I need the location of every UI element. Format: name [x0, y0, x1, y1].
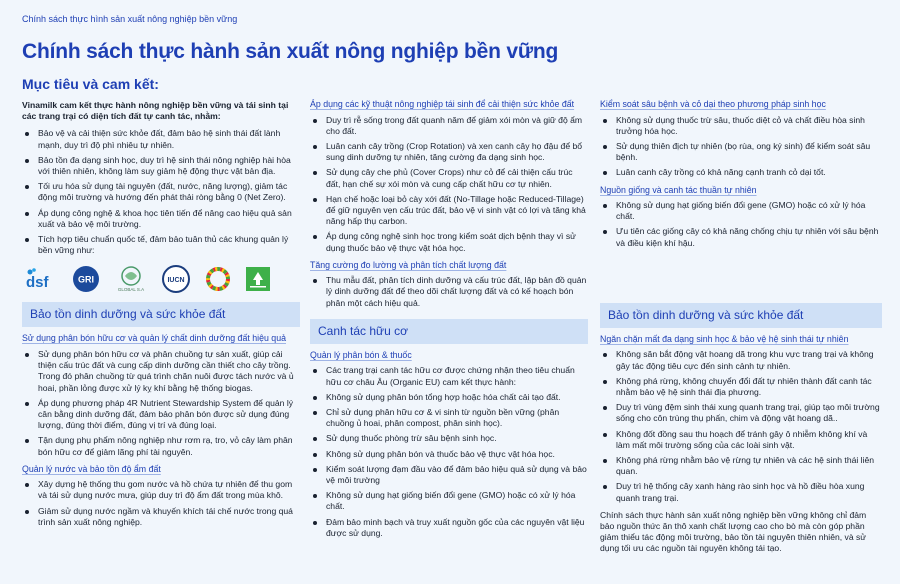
section-band-soil-health: Bảo tồn dinh dưỡng và sức khỏe đất — [22, 302, 300, 327]
subheading-biodiversity: Ngăn chặn mất đa dạng sinh học & bảo vệ hệ sinh thái tự nhiên — [600, 333, 849, 344]
list-item: Duy trì hệ thống cây xanh hàng rào sinh học và hồ điều hòa xung quanh trang trại. — [600, 481, 882, 503]
list-item: Ưu tiên các giống cây có khả năng chống chịu tự nhiên với sâu bệnh và điều kiện khí hậu. — [600, 226, 882, 248]
biodiversity-list — [600, 349, 882, 503]
subheading-fertilizer-management: Quản lý phân bón & thuốc — [310, 349, 412, 360]
list-item: Tối ưu hóa sử dụng tài nguyên (đất, nước, năng lượng), giảm tác động môi trường và hướng đến phát thải ròng bằng 0 (Net Zero). — [22, 181, 300, 203]
regenerative-techniques-list — [310, 115, 588, 254]
section-band-biodiversity: Bảo tồn dinh dưỡng và sức khỏe đất — [600, 303, 882, 328]
list-item: Bảo tồn đa dạng sinh học, duy trì hệ sinh thái nông nghiệp hài hòa với thiên nhiên, không làm suy giảm hệ động thực vật bản địa. — [22, 155, 300, 177]
list-item: Sử dụng thuốc phòng trừ sâu bệnh sinh học. — [310, 433, 588, 444]
subheading-organic-fertilizer: Sử dụng phân bón hữu cơ và quản lý chất dinh dưỡng đất hiệu quả — [22, 333, 286, 344]
list-item: Chỉ sử dụng phân hữu cơ & vi sinh từ nguồn bền vững (phân chuồng ủ hoai, phân compost, phân sinh học). — [310, 407, 588, 429]
subheading-regenerative-techniques: Áp dụng các kỹ thuật nông nghiệp tái sinh để cải thiện sức khỏe đất — [310, 99, 575, 109]
column-middle — [310, 99, 588, 543]
list-item: Duy trì vùng đệm sinh thái xung quanh trang trại, giúp tạo môi trường sống cho côn trùng thụ phấn, chim và động vật hoang dã.. — [600, 402, 882, 424]
gri-logo-text: GRI — [77, 274, 95, 285]
list-item: Hạn chế hoặc loại bỏ cày xới đất (No-Tillage hoặc Reduced-Tillage) để giữ nguyên vẹn cấu trúc đất, bảo vệ vi sinh vật có lợi và tăng khả năng hấp thụ carbon. — [310, 194, 588, 228]
list-item: Áp dụng công nghệ sinh học trong kiểm soát dịch bệnh thay vì sử dụng thuốc bảo vệ thực vật hóa học. — [310, 231, 588, 253]
list-item: Giảm sử dụng nước ngầm và khuyến khích tái chế nước trong quá trình sản xuất nông nghiệp. — [22, 506, 300, 528]
page-title: Chính sách thực hành sản xuất nông nghiệp bền vững — [22, 40, 559, 63]
column-left — [22, 100, 300, 532]
pest-control-list — [600, 115, 882, 179]
list-item: Luân canh cây trồng có khả năng cạnh tranh cỏ dại tốt. — [600, 167, 882, 178]
dsf-logo-text: dsf — [26, 274, 49, 292]
list-item: Thu mẫu đất, phân tích dinh dưỡng và cấu trúc đất, lập bản đồ quản lý dinh dưỡng đất để theo dõi chất lượng đất và có kế hoạch bón phân một cách hiệu quả. — [310, 275, 588, 309]
standards-logos — [26, 264, 300, 294]
list-item: Không sử dụng phân bón tổng hợp hoặc hóa chất cải tạo đất. — [310, 392, 588, 403]
subheading-pest-control: Kiểm soát sâu bệnh và cỏ dại theo phương pháp sinh học — [600, 99, 826, 109]
section-band-organic-farming: Canh tác hữu cơ — [310, 319, 588, 344]
list-item: Xây dựng hệ thống thu gom nước và hồ chứa tự nhiên để thu gom và tái sử dụng nước mưa, giúp duy trì độ ẩm đất trong mùa khô. — [22, 479, 300, 501]
gri-logo — [72, 265, 100, 293]
list-item: Tận dụng phụ phẩm nông nghiệp như rơm rạ, tro, vỏ cây làm phân bón hữu cơ để giảm lãng phí tài nguyên. — [22, 435, 300, 457]
list-item: Bảo vệ và cải thiện sức khỏe đất, đảm bảo hệ sinh thái đất lành mạnh, duy trì độ phì nhiêu tự nhiên. — [22, 128, 300, 150]
list-item: Áp dụng công nghệ & khoa học tiên tiến để nâng cao hiệu quả sản xuất và bảo vệ môi trường. — [22, 208, 300, 230]
list-item: Áp dụng phương pháp 4R Nutrient Stewardship System để quản lý cân bằng dinh dưỡng đất, đảm bảo phân bón được sử dụng đúng lượng, đúng thời điểm, đúng vị trí và đúng loại. — [22, 398, 300, 432]
sdg-15-icon — [246, 267, 270, 291]
list-item: Sử dụng thiên địch tự nhiên (bọ rùa, ong ký sinh) để kiểm soát sâu bệnh. — [600, 141, 882, 163]
list-item: Không sử dụng hạt giống biến đổi gene (GMO) hoặc có xử lý hóa chất. — [600, 200, 882, 222]
goals-list — [22, 128, 300, 256]
intro-text: Vinamilk cam kết thực hành nông nghiệp bền vững và tái sinh tại các trang trại có diện tích đất tự canh tác, nhằm: — [22, 100, 289, 122]
list-item: Các trang trại canh tác hữu cơ được chứng nhận theo tiêu chuẩn hữu cơ châu Âu (Organic EU) cam kết thực hành: — [310, 365, 588, 387]
list-item: Luân canh cây trồng (Crop Rotation) và xen canh cây họ đậu để bổ sung dinh dưỡng tự nhiên, tăng cường đa dạng sinh học. — [310, 141, 588, 163]
list-item: Không sử dụng hạt giống biến đổi gene (GMO) hoặc có xử lý hóa chất. — [310, 490, 588, 512]
iucn-logo-text: IUCN — [167, 277, 185, 285]
list-item: Duy trì rễ sống trong đất quanh năm để giảm xói mòn và giữ độ ẩm cho đất. — [310, 115, 588, 137]
closing-paragraph: Chính sách thực hành sản xuất nông nghiệp bền vững không chỉ đảm bảo nguồn thức ăn thô xanh chất lượng cao cho bò mà còn góp phần giảm thiểu tác động môi trường, bảo tồn tài nguyên thiên nhiên, và sử dụng tối ưu các nguồn tài nguyên không tái tạo. — [600, 509, 867, 554]
natural-seeds-list — [600, 200, 882, 249]
list-item: Không phá rừng nhằm bảo vệ rừng tự nhiên và các hệ sinh thái liên quan. — [600, 455, 882, 477]
global-gap-logo — [116, 265, 146, 293]
list-item: Không săn bắt động vật hoang dã trong khu vực trang trại và không gây tác động tiêu cực đến sinh cảnh tự nhiên. — [600, 349, 882, 371]
list-item: Không phá rừng, không chuyển đổi đất tự nhiên thành đất canh tác nhằm bảo vệ hệ sinh thái địa phương. — [600, 376, 882, 398]
goals-heading: Mục tiêu và cam kết: — [22, 76, 159, 92]
subheading-water-management: Quản lý nước và bảo tồn độ ẩm đất — [22, 463, 161, 474]
list-item: Sử dụng cây che phủ (Cover Crops) như cỏ để cải thiện cấu trúc đất, hạn chế sự xói mòn và cung cấp chất hữu cơ tự nhiên. — [310, 167, 588, 189]
list-item: Không đốt đồng sau thu hoạch để tránh gây ô nhiễm không khí và làm mất môi trường sống của các loài sinh vật. — [600, 429, 882, 451]
soil-measurement-list — [310, 275, 588, 309]
breadcrumb: Chính sách thực hình sản xuất nông nghiệp bền vững — [22, 14, 238, 24]
sdg-wheel-logo — [206, 267, 230, 291]
list-item: Đảm bảo minh bạch và truy xuất nguồn gốc của các nguyên vật liệu được sử dụng. — [310, 517, 588, 539]
list-item: Không sử dụng phân bón và thuốc bảo vệ thực vật hóa học. — [310, 449, 588, 460]
water-management-list — [22, 479, 300, 528]
list-item: Sử dụng phân bón hữu cơ và phân chuồng tự sản xuất, giúp cải thiện cấu trúc đất và cung cấp dinh dưỡng cần thiết cho cây trồng. Trong đó phân chuồng từ quá trình chăn nuôi được tách nước và ủ hoai, phần lỏng được xử lý kỵ khí bằng hệ thống biogas. — [22, 349, 300, 394]
list-item: Không sử dụng thuốc trừ sâu, thuốc diệt cỏ và chất điều hòa sinh trưởng hóa học. — [600, 115, 882, 137]
organic-fertilizer-list — [22, 349, 300, 458]
list-item: Kiểm soát lượng đạm đầu vào để đảm bảo hiệu quả sử dụng và bảo vệ môi trường — [310, 464, 588, 486]
list-item: Tích hợp tiêu chuẩn quốc tế, đảm bảo tuân thủ các khung quản lý bền vững như: — [22, 234, 300, 256]
fertilizer-management-list — [310, 365, 588, 539]
dsf-logo — [26, 267, 56, 291]
column-right — [600, 99, 882, 555]
subheading-soil-measurement: Tăng cường đo lường và phân tích chất lượng đất — [310, 259, 507, 270]
spacer — [600, 253, 882, 295]
iucn-logo — [162, 265, 190, 293]
subheading-natural-seeds: Nguồn giống và canh tác thuần tự nhiên — [600, 184, 757, 195]
global-gap-logo-text: GLOBAL S.A — [117, 287, 145, 293]
